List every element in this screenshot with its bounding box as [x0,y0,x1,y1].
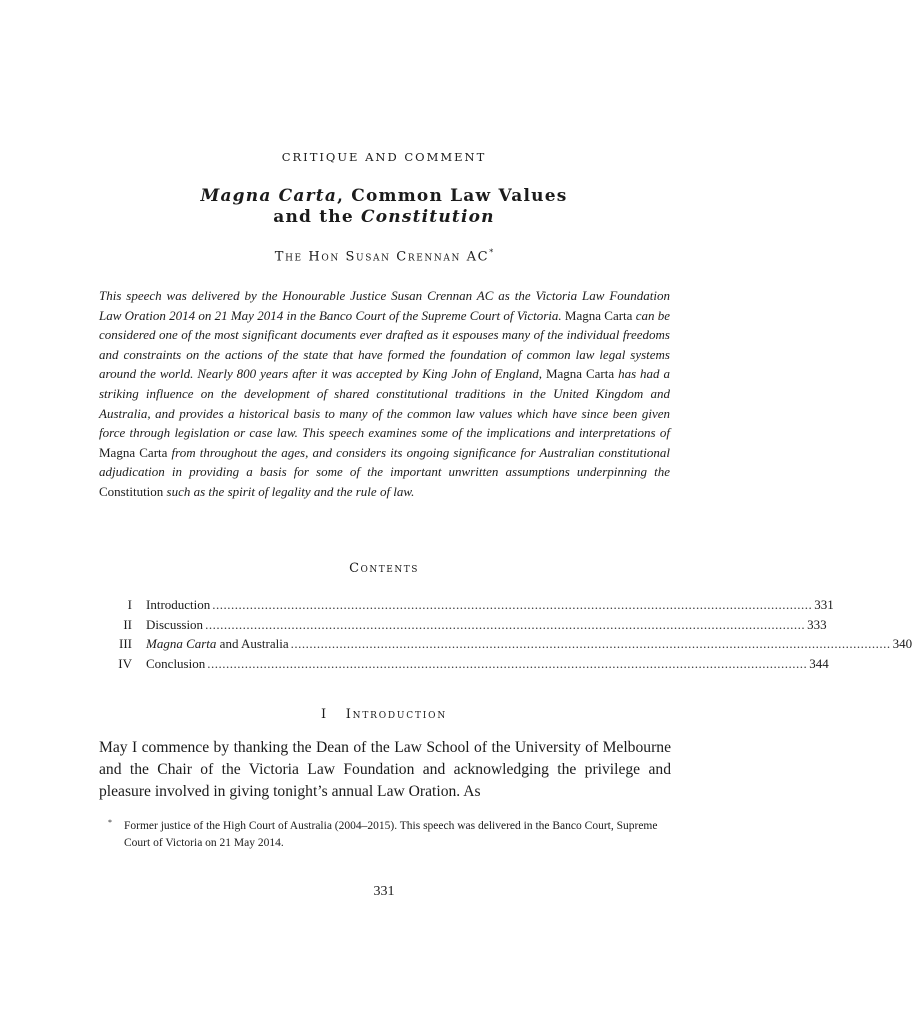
toc-entry-page: 344 [809,655,829,671]
toc-entry-number: IV [118,655,132,671]
title-italic-magna-carta: Magna Carta [200,186,338,206]
toc-entry-page: 333 [807,616,827,632]
abstract-part-2: can be considered one of the most significant documents ever drafted as it espouses many of the individual freedoms and constraints on the actions of the state that have formed the foundation of common law legal systems around the world. Nearly 800 years after it was accepted by King John of England, [99,307,670,382]
abstract-part-1: This speech was delivered by the Honourable Justice Susan Crennan AC as the Victoria Law Foundation Law Oration 2014 on 21 May 2014 in the Banco Court of the Supreme Court of Victoria. [99,288,670,323]
toc-entry-number: II [123,616,132,632]
abstract-constitution: Constitution [99,483,164,499]
toc-entry-page: 331 [814,597,834,612]
toc-leader-dots: ................................................................................................................................................................ [212,597,813,612]
toc-entry-title: Magna Carta and Australia [146,636,289,652]
abstract-part-5: such as the spirit of legality and the rule of law. [163,483,415,499]
title-line-2 [0,207,768,228]
toc-leader-dots: ................................................................................................................................................................ [290,636,891,652]
toc-entry-title: Discussion [146,616,204,632]
toc-entry-introduction[interactable] [99,597,834,617]
title-line-1-rest: , Common Law Values [337,186,568,206]
toc-entry-discussion[interactable] [99,616,827,637]
toc-leader-dots: ................................................................................................................................................................ [205,616,806,632]
toc-entry-conclusion[interactable] [99,655,829,676]
footnote [110,818,671,851]
article-title [0,186,768,228]
title-italic-constitution: Constitution [361,207,495,227]
toc-entry-page: 340 [892,636,913,652]
introduction-paragraph: May I commence by thanking the Dean of the Law School of the University of Melbourne and the Chair of the Victoria Law Foundation and acknowledging the privilege and pleasure involved in giving tonight’s annual Law Oration. As [99,739,671,800]
abstract-part-3: has had a striking influence on the development of shared constitutional traditions in the United Kingdom and Australia, and provides a historical basis to many of the common law values which have since been given force through legislation or case law. This speech examines some of the implications and interpretations of [99,366,670,441]
title-line-1 [0,186,768,207]
toc-entry-title: Introduction [146,597,211,612]
abstract [99,286,670,502]
toc-entry-title: Conclusion [146,655,206,671]
footnote-mark: * [108,818,112,827]
introduction-heading: I Introduction [321,707,447,722]
abstract-part-4: from throughout the ages, and considers its ongoing significance for Australian constitutional adjudication in providing a basis for some of the important unwritten assumptions underpinning the [99,444,670,480]
toc-leader-dots: ................................................................................................................................................................ [207,655,808,671]
toc-entry-number: III [119,636,132,652]
toc-entry-number: I [127,597,132,612]
title-line-2-prefix: and the [273,207,361,227]
toc-entry-magna-carta-and-australia[interactable] [99,636,913,656]
abstract-magna-carta-3: Magna Carta [99,444,168,460]
page-number: 331 [373,884,395,899]
abstract-magna-carta-2: Magna Carta [545,366,615,382]
footnote-text: Former justice of the High Court of Australia (2004–2015). This speech was delivered in the Banco Court, Supreme Court of Victoria on 21 May 2014. [124,820,658,849]
section-label: CRITIQUE AND COMMENT [281,150,487,164]
author-byline [0,248,768,264]
contents-heading: Contents [349,561,419,576]
table-of-contents [99,597,913,675]
abstract-magna-carta-1: Magna Carta [564,307,633,323]
author-footnote-mark: * [489,248,494,257]
author-name: The Hon Susan Crennan AC [274,249,490,265]
